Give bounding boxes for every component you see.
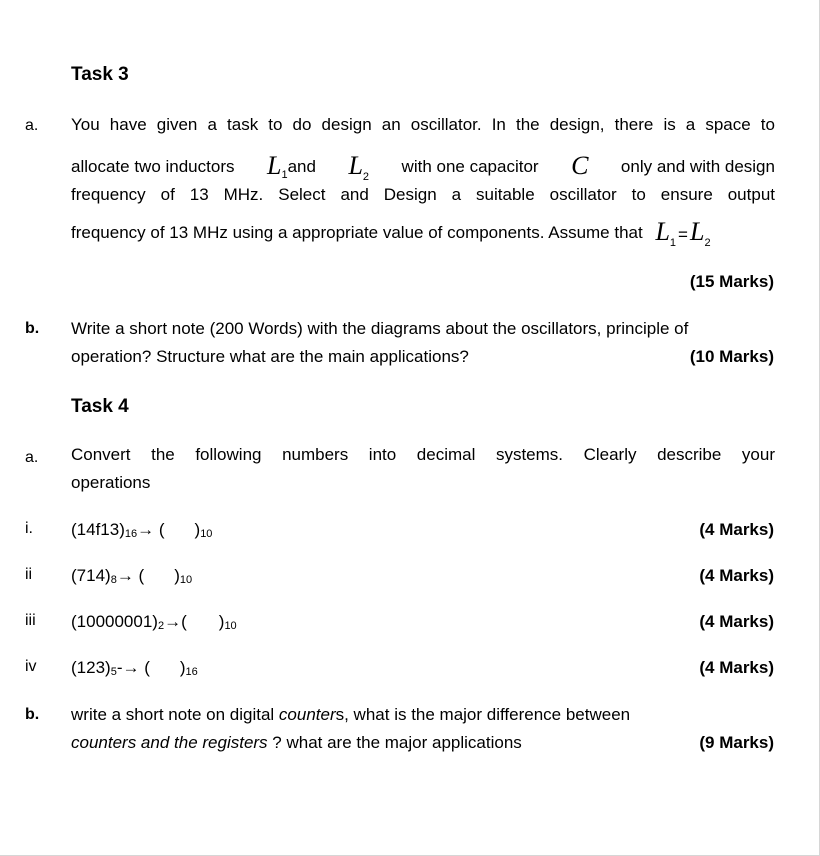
equation-l1-equals-l2: $L_1 =L_2$ xyxy=(655,217,711,249)
task3-a-marks: (15 Marks) xyxy=(689,272,774,291)
task3-a-line2-mid: with one capacitor xyxy=(401,157,539,176)
task3-a-line2-post: only and with design xyxy=(620,157,775,176)
capacitor-c: C xyxy=(571,151,589,180)
inductor-l1-and: $L_1and$ xyxy=(266,151,316,181)
task3-b-marks: (10 Marks) xyxy=(689,347,774,366)
conversion-marker: iv xyxy=(25,658,37,675)
task4-b-line2: counters and the registers ? what are the major applications xyxy=(71,733,522,752)
task3-b-line1: Write a short note (200 Words) with the diagrams about the oscillators, principle of xyxy=(71,319,689,338)
conversion-marker: i. xyxy=(25,520,33,537)
task3-b-line2: operation? Structure what are the main applications? xyxy=(71,347,469,366)
task4-b-line1: write a short note on digital counters, what is the major difference between xyxy=(71,705,631,724)
conversion-expression: (14f13)16→ ( )10 xyxy=(71,520,213,540)
task3-a-line3: frequency of 13 MHz. Select and Design a suitable oscillator to ensure output xyxy=(71,185,775,204)
task3-a-marker: a. xyxy=(25,117,39,134)
task3-a-line2-pre: allocate two inductors xyxy=(71,157,235,176)
inductor-l2: $L_2$ xyxy=(348,151,370,183)
task4-a-line1: Convert the following numbers into decimal systems. Clearly describe your xyxy=(71,445,775,464)
task3-a-line4-text: frequency of 13 MHz using a appropriate value of components. Assume that xyxy=(71,223,643,242)
conversion-marks: (4 Marks) xyxy=(699,612,774,631)
conversion-marker: ii xyxy=(25,566,33,583)
task3-a-line2 xyxy=(71,149,775,181)
task4-a-marker: a. xyxy=(25,449,39,466)
task4-b-marker: b. xyxy=(25,706,40,723)
conversion-marks: (4 Marks) xyxy=(699,566,774,585)
conversion-expression: (123)5-→ ( )16 xyxy=(71,658,198,678)
conversion-expression: (714)8→ ( )10 xyxy=(71,566,193,586)
task3-b-marker: b. xyxy=(25,320,40,337)
task4-b-marks: (9 Marks) xyxy=(699,733,774,752)
task3-a-line4 xyxy=(71,215,711,247)
task3-heading: Task 3 xyxy=(71,64,129,85)
conversion-marks: (4 Marks) xyxy=(699,658,774,677)
task4-heading: Task 4 xyxy=(71,396,129,417)
task4-a-line2: operations xyxy=(71,473,151,492)
conversion-marker: iii xyxy=(25,612,36,629)
conversion-expression: (10000001)2→( )10 xyxy=(71,612,237,632)
conversion-marks: (4 Marks) xyxy=(699,520,774,539)
task3-a-line1: You have given a task to do design an oscillator. In the design, there is a space to xyxy=(71,115,775,134)
